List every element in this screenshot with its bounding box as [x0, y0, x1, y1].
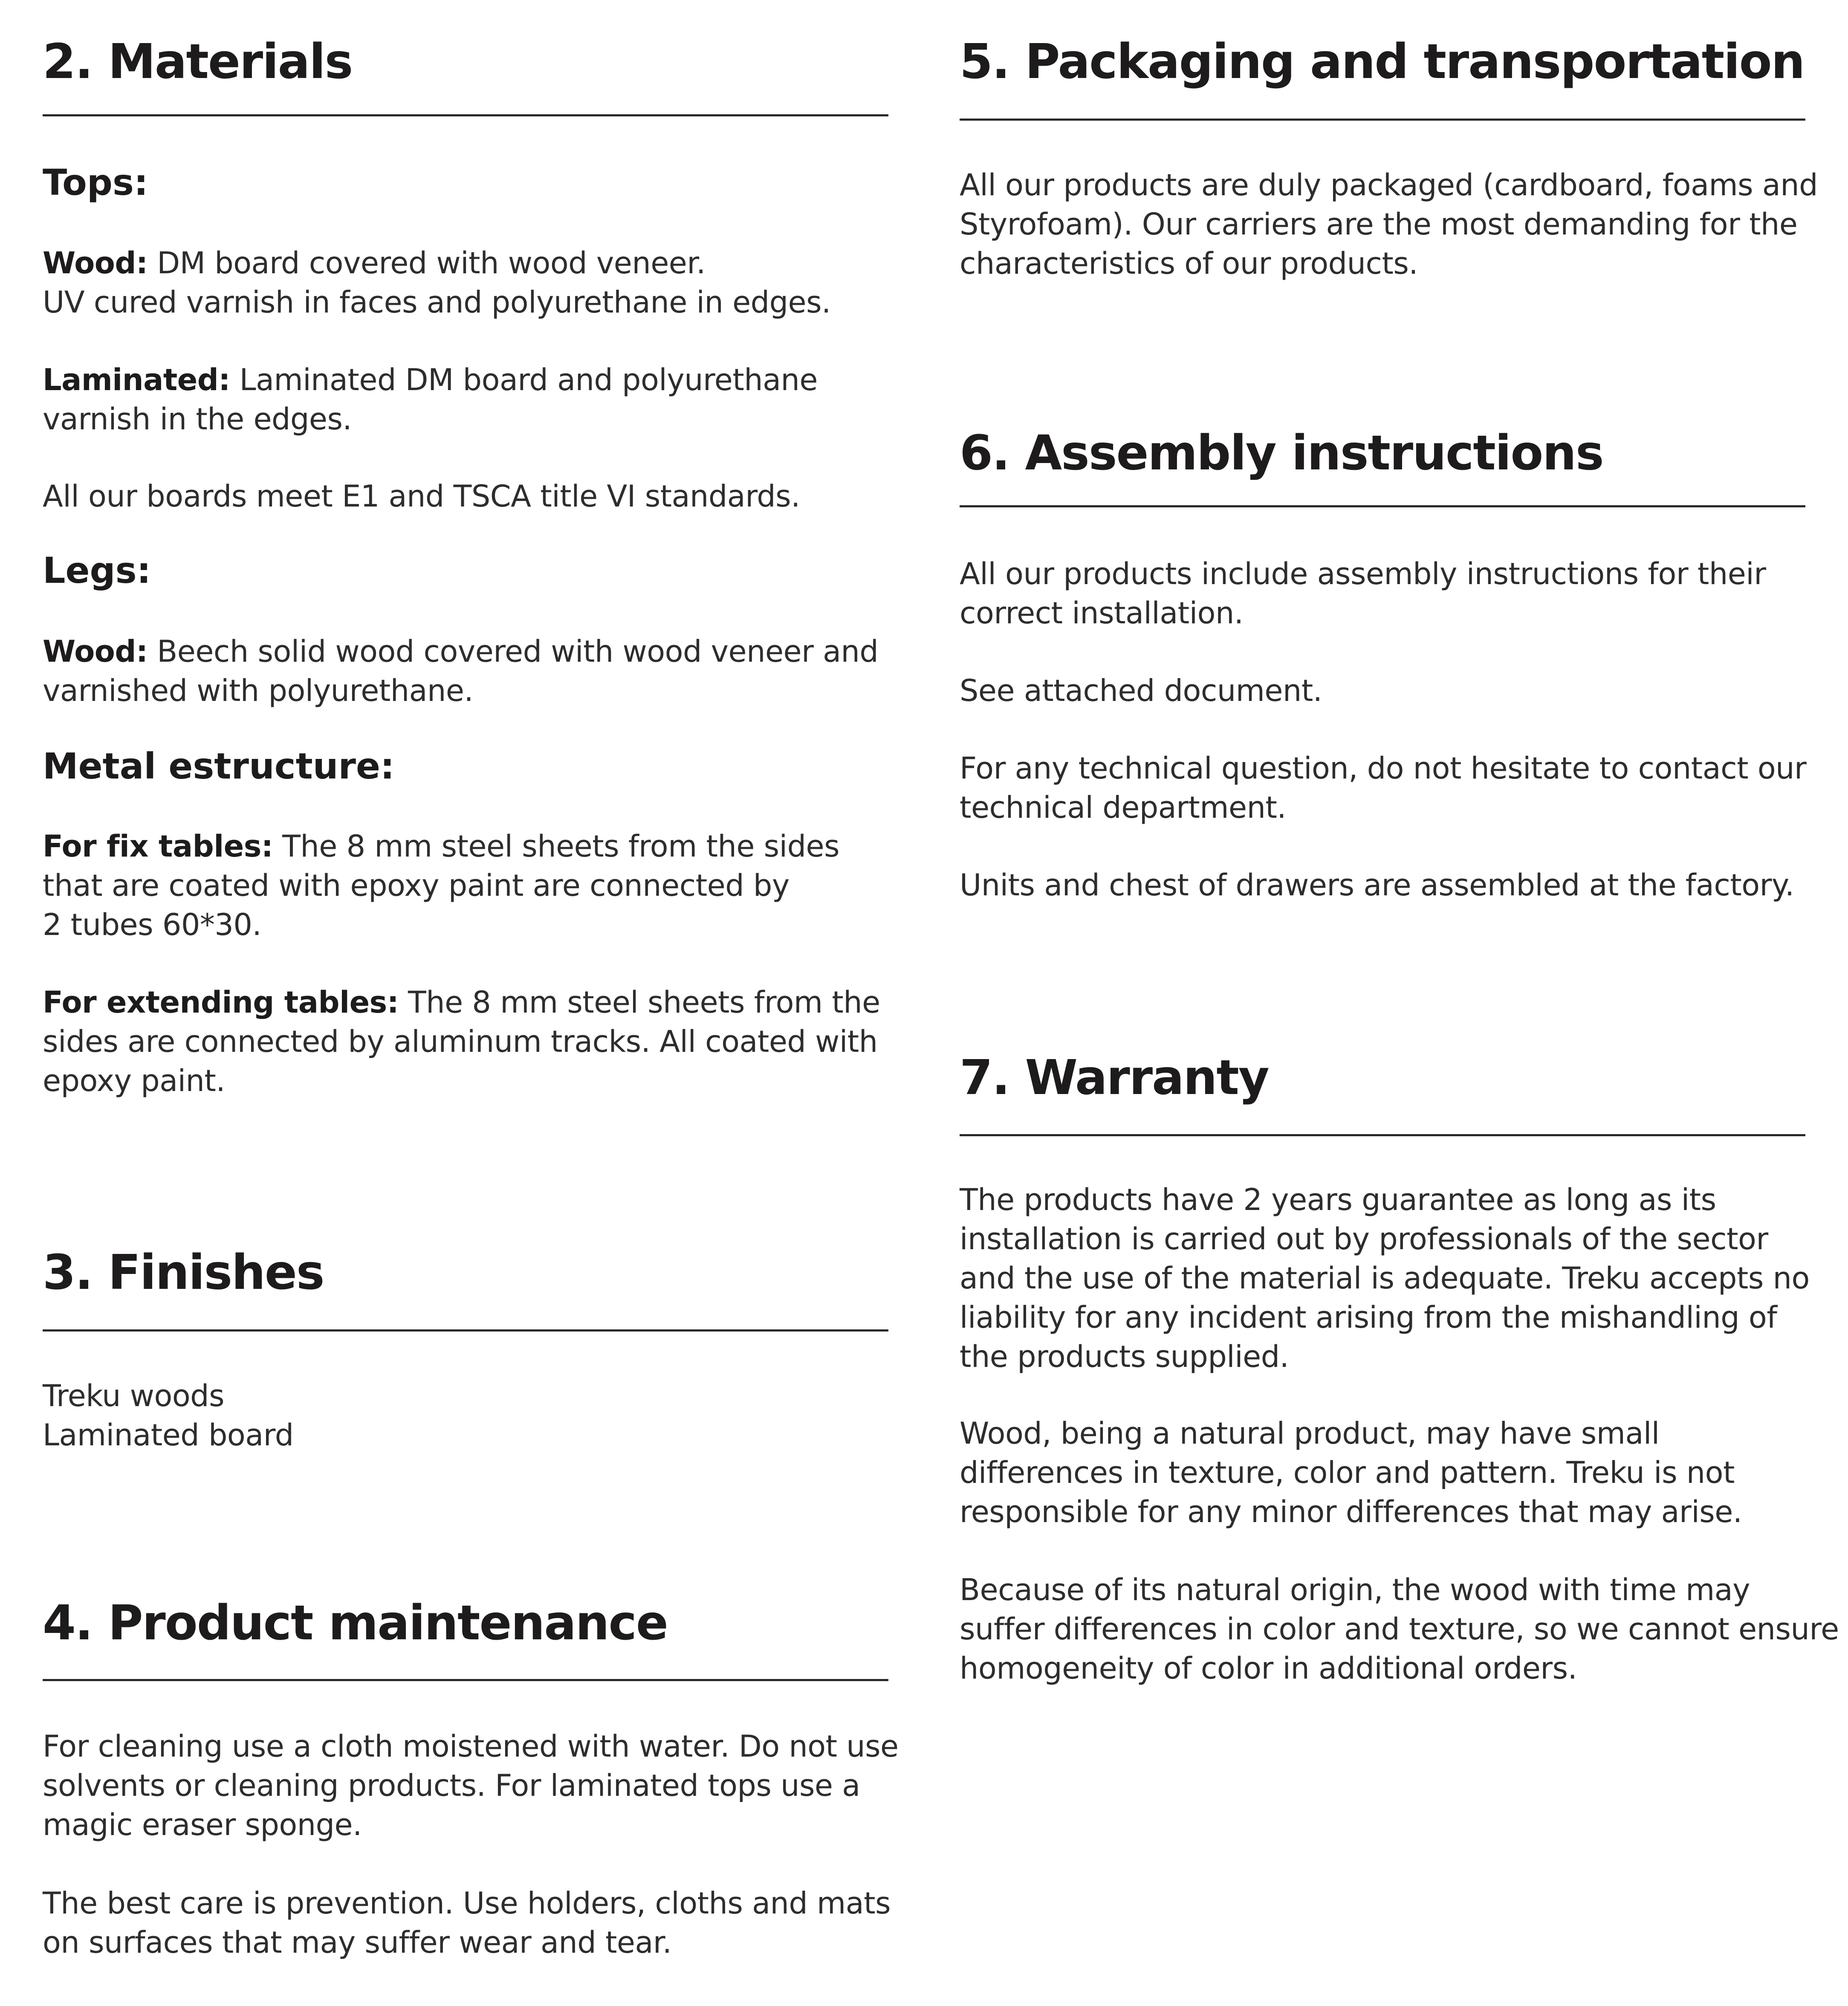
materials-divider [43, 114, 888, 116]
materials-heading: 2. Materials [43, 34, 353, 90]
fix-tables-paragraph: For fix tables: The 8 mm steel sheets from the sides that are coated with epoxy paint are connected by 2 tubes 60*30. [43, 829, 840, 942]
warranty-color-homogeneity-paragraph: Because of its natural origin, the wood with time may suffer differences in color and texture, so we cannot ensure homogeneity of color in additional orders. [960, 1572, 1839, 1686]
finishes-divider [43, 1329, 888, 1332]
warranty-guarantee-paragraph: The products have 2 years guarantee as long as its installation is carried out by professionals of the sector and the use of the material is adequate. Treku accepts no liability for any incident arising from the mishandling of the products supplied. [960, 1182, 1810, 1374]
assembly-section [960, 426, 1805, 481]
maintenance-prevention-paragraph: The best care is prevention. Use holders, cloths and mats on surfaces that may suffer wear and tear. [43, 1886, 891, 1960]
extending-tables-paragraph: For extending tables: The 8 mm steel sheets from the sides are connected by aluminum tracks. All coated with epoxy paint. [43, 985, 880, 1098]
extending-tables-label: For extending tables: [43, 985, 399, 1020]
packaging-heading: 5. Packaging and transportation [960, 34, 1805, 90]
packaging-section [960, 34, 1805, 90]
legs-wood-text: Beech solid wood covered with wood veneer and [147, 634, 879, 669]
assembly-technical-question: For any technical question, do not hesitate to contact our technical department. [960, 751, 1807, 825]
finishes-section [43, 1245, 888, 1300]
finishes-heading: 3. Finishes [43, 1245, 324, 1300]
warranty-divider [960, 1134, 1805, 1136]
warranty-section [960, 1050, 1805, 1106]
finishes-list [43, 1376, 891, 1455]
tops-laminated-paragraph [43, 360, 891, 439]
maintenance-cleaning-paragraph: For cleaning use a cloth moistened with water. Do not use solvents or cleaning products. For laminated tops use a magic eraser sponge. [43, 1729, 899, 1842]
assembly-divider [960, 505, 1805, 507]
assembly-instructions-paragraph: All our products include assembly instructions for their correct installation. [960, 556, 1766, 631]
assembly-factory-note: Units and chest of drawers are assembled at the factory. [960, 868, 1794, 903]
packaging-paragraph: All our products are duly packaged (cardboard, foams and Styrofoam). Our carriers are the most demanding for the characteristics of our products. [960, 168, 1818, 281]
legs-wood-label: Wood: [43, 634, 148, 669]
maintenance-section [43, 1595, 888, 1651]
tops-laminated-text-2: varnish in the edges. [43, 402, 352, 437]
maintenance-divider [43, 1679, 888, 1681]
warranty-natural-product-paragraph: Wood, being a natural product, may have small differences in texture, color and pattern. Treku is not responsible for any minor differences that may arise. [960, 1416, 1742, 1529]
fix-tables-label: For fix tables: [43, 829, 273, 864]
extending-tables-text: The 8 mm steel sheets from the [399, 985, 880, 1020]
packaging-divider [960, 119, 1805, 121]
tops-wood-text: DM board covered with wood veneer. [147, 246, 706, 281]
finish-item: Treku woods [43, 1378, 225, 1413]
legs-wood-text-2: varnished with polyurethane. [43, 673, 474, 708]
maintenance-heading: 4. Product maintenance [43, 1595, 668, 1651]
tops-laminated-text: Laminated DM board and polyurethane [230, 362, 818, 397]
finish-item: Laminated board [43, 1418, 294, 1453]
legs-subheading: Legs: [43, 550, 151, 591]
assembly-heading: 6. Assembly instructions [960, 426, 1603, 481]
fix-tables-text: The 8 mm steel sheets from the sides [273, 829, 840, 864]
metal-structure-subheading: Metal estructure: [43, 745, 395, 787]
boards-standards-note: All our boards meet E1 and TSCA title VI standards. [43, 479, 800, 514]
materials-section [43, 34, 888, 90]
tops-laminated-label: Laminated: [43, 362, 230, 397]
legs-wood-paragraph [43, 632, 891, 710]
tops-wood-text-2: UV cured varnish in faces and polyurethane in edges. [43, 285, 831, 320]
assembly-attached-document: See attached document. [960, 673, 1322, 708]
tops-wood-label: Wood: [43, 246, 148, 281]
warranty-heading: 7. Warranty [960, 1050, 1269, 1106]
tops-subheading: Tops: [43, 162, 148, 203]
tops-wood-paragraph [43, 243, 891, 322]
